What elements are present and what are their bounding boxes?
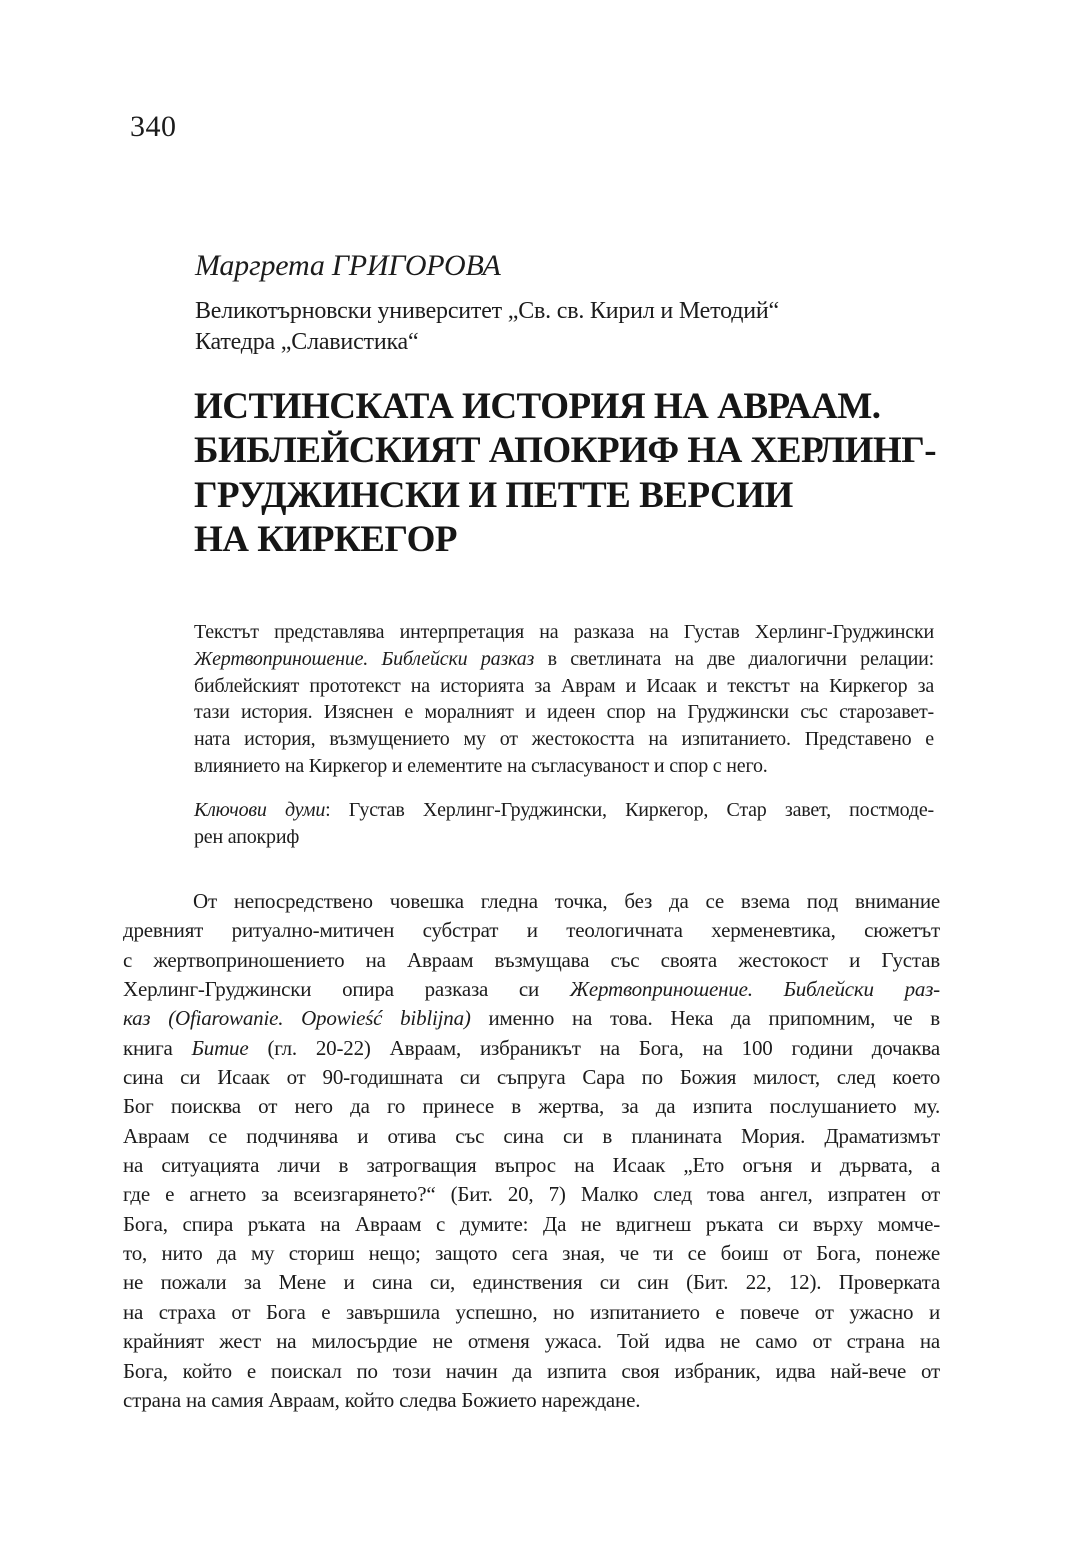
text-run: библейският прототекст на историята за Аврам и Исаак и текстът на Киркегор за [194, 674, 934, 697]
text-run: Херлинг-Груджински опира разказа си [123, 977, 570, 1002]
italic-text-run: Жертвоприношение. Библейски разказ [194, 647, 535, 670]
text-line [123, 946, 940, 975]
text-run: страна на самия Авраам, който следва Божието нареждане. [123, 1387, 641, 1412]
text-run: Великотърновски университет „Св. св. Кирил и Методий“ [195, 298, 779, 324]
text-run: крайният жест на милосърдие не отменя ужаса. Той идва не само от страна на [123, 1329, 940, 1354]
text-line [123, 1386, 940, 1415]
text-line [194, 726, 934, 753]
italic-text-run: Ключови думи [194, 799, 326, 821]
text-run: влиянието на Киркегор и елементите на съгласуваност и спор с него. [194, 754, 768, 777]
text-run: Текстът представлява интерпретация на разказа на Густав Херлинг-Груджински [194, 621, 934, 643]
article-title [194, 385, 954, 562]
text-run: ната история, възмущението му от жестокостта на изпитанието. Представено е [194, 728, 934, 751]
text-run: Бога, който е поискал по този начин да изпита своя избраник, идва най-вече от [123, 1358, 940, 1383]
text-line [123, 1327, 940, 1356]
text-line [123, 1357, 940, 1386]
text-run: на ситуацията личи в затрогващия въпрос на Исаак „Ето огъня и дървата, а [123, 1153, 940, 1178]
text-run: книга [123, 1035, 192, 1060]
text-run: Катедра „Славистика“ [195, 329, 419, 355]
text-line [123, 1063, 940, 1092]
text-line [194, 429, 954, 473]
text-run: Авраам се подчинява и отива със сина си в планината Мория. Драматизмът [123, 1123, 940, 1148]
text-line [123, 916, 940, 945]
text-run: именно на това. Нека да припомним, че в [470, 1006, 941, 1031]
text-line [123, 1210, 940, 1239]
text-run: рен апокриф [194, 825, 300, 848]
text-line [194, 699, 934, 726]
text-line [123, 887, 940, 916]
text-line [194, 646, 934, 673]
text-run: : Густав Херлинг-Груджински, Киркегор, Стар завет, постмоде- [325, 799, 934, 821]
text-line [194, 518, 954, 562]
page-number: 340 [130, 110, 177, 143]
author-affiliation [195, 296, 955, 358]
text-run: Бога, спира ръката на Авраам с думите: Да не вдигнеш ръката си върху момче- [123, 1211, 940, 1236]
text-run: на страха от Бога е завършила успешно, но изпитанието е повече от ужасно и [123, 1299, 940, 1324]
text-run: НА КИРКЕГОР [194, 518, 457, 560]
text-run: БИБЛЕЙСКИЯТ АПОКРИФ НА ХЕРЛИНГ- [194, 430, 937, 472]
text-run: тази история. Изяснен е моралният и идеен спор на Груджински със старозавет- [194, 701, 934, 724]
text-line [194, 797, 934, 824]
text-run: ИСТИНСКАТА ИСТОРИЯ НА АВРААМ. [194, 386, 881, 427]
text-run: то, нито да му сториш нещо; защото сега зная, че ти се боиш от Бога, понеже [123, 1241, 940, 1266]
text-line [194, 385, 954, 429]
text-line [123, 1092, 940, 1121]
text-line [123, 1268, 940, 1297]
author-name: Маргрета ГРИГОРОВА [195, 249, 501, 282]
text-line [123, 1122, 940, 1151]
text-run: От непосредствено човешка гледна точка, без да се взема под внимание [193, 889, 940, 913]
text-line [194, 619, 934, 646]
text-run: (гл. 20-22) Авраам, избраникът на Бога, на 100 години дочаква [248, 1035, 940, 1060]
text-line [123, 975, 940, 1004]
keywords-paragraph [194, 797, 934, 851]
text-line [123, 1239, 940, 1268]
text-run: в светлината на две диалогични релации: [534, 647, 934, 670]
text-run: где е агнето за всеизгарянето?“ (Бит. 20, 7) Малко след това ангел, изпратен от [123, 1182, 940, 1207]
text-run: с жертвоприношението на Авраам възмущава със своята жестокост и Густав [123, 947, 940, 972]
text-line [194, 824, 934, 851]
italic-text-run: Жертвоприношение. Библейски раз- [569, 977, 940, 1002]
text-line [194, 673, 934, 700]
text-line [195, 327, 955, 358]
text-line [194, 753, 934, 780]
text-run: сина си Исаак от 90-годишната си съпруга Сара по Божия милост, след което [123, 1065, 940, 1090]
text-run: древният ритуално-митичен субстрат и теологичната херменевтика, сюжетът [123, 918, 940, 943]
text-line [123, 1180, 940, 1209]
text-line [123, 1034, 940, 1063]
text-line [195, 296, 955, 327]
text-line [123, 1298, 940, 1327]
text-run: не пожали за Мене и сина си, единствения си син (Бит. 22, 12). Проверката [123, 1270, 940, 1295]
text-line [123, 1151, 940, 1180]
text-run: Бог поисква от него да го принесе в жертва, за да изпита послушанието му. [123, 1094, 940, 1119]
abstract-paragraph [194, 619, 934, 780]
text-run: ГРУДЖИНСКИ И ПЕТТЕ ВЕРСИИ [194, 474, 793, 516]
body-paragraph [123, 887, 940, 1415]
italic-text-run: Битие [191, 1035, 249, 1060]
italic-text-run: каз (Ofiarowanie. Opowieść biblijna) [123, 1006, 471, 1031]
text-line [194, 474, 954, 518]
text-line [123, 1004, 940, 1033]
